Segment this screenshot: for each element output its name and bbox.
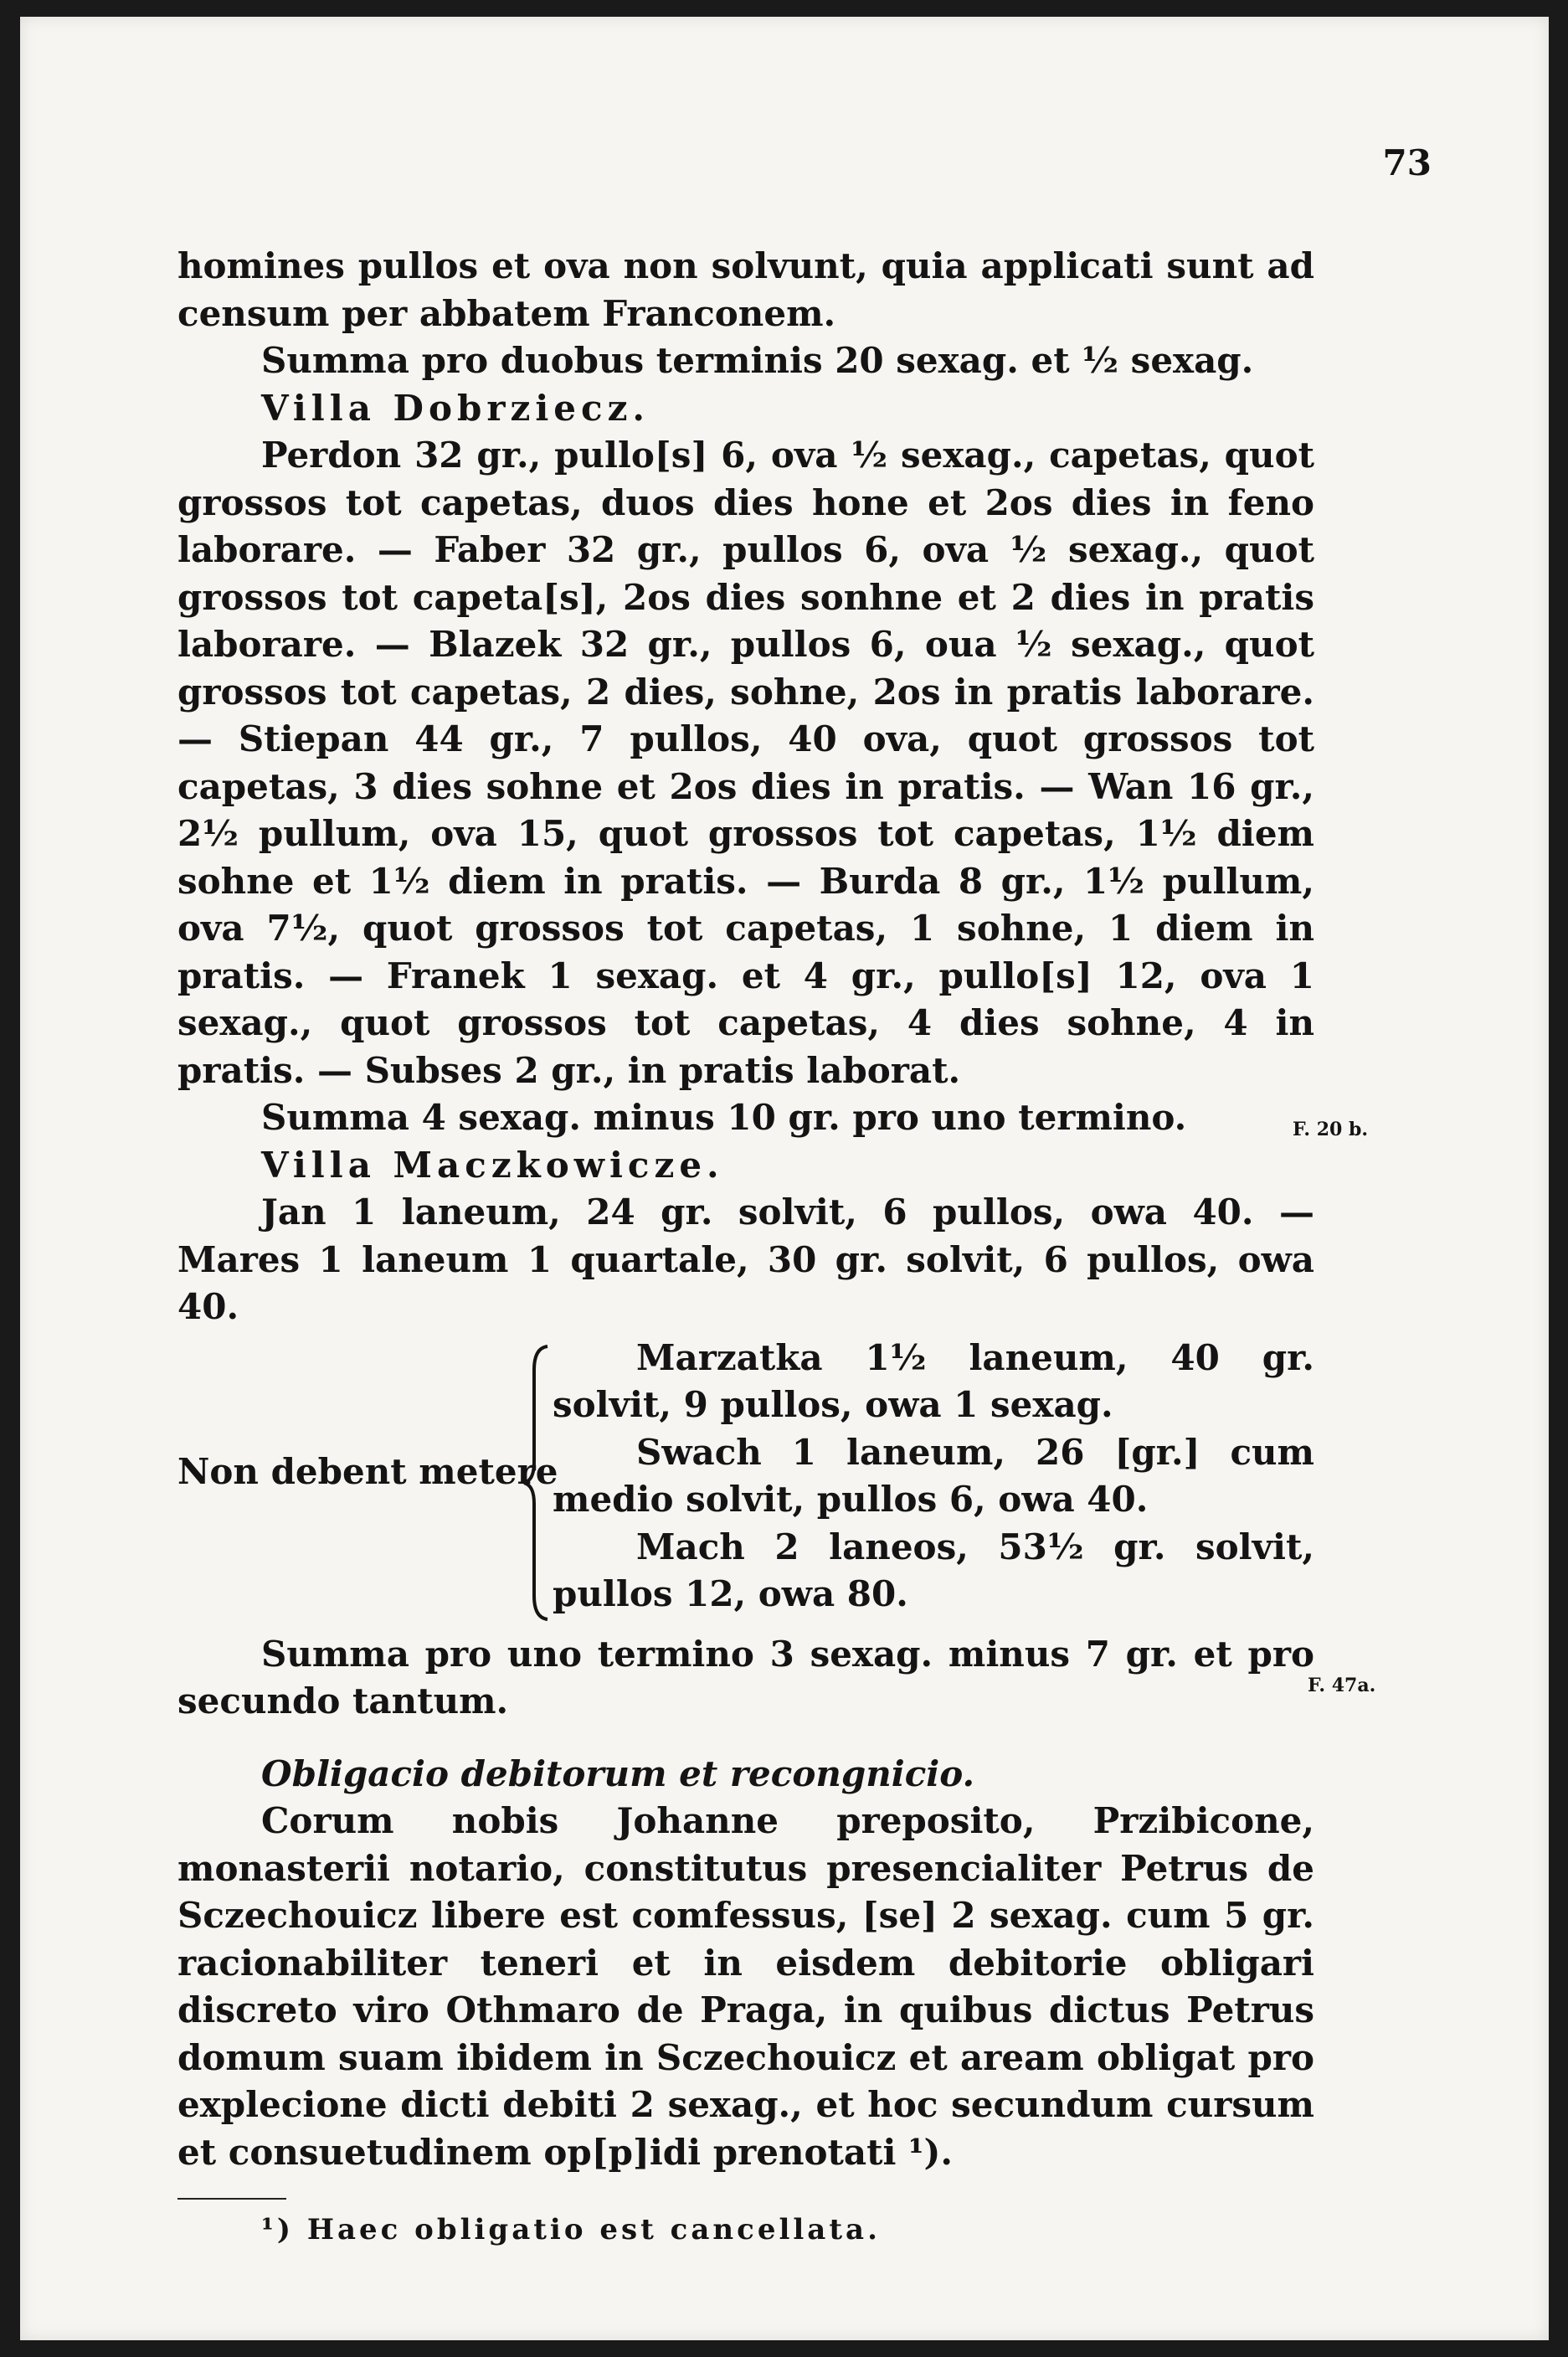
summa-line: Summa pro uno termino 3 sexag. minus 7 gr. et pro secundo tantum. xyxy=(177,1633,1314,1721)
list-item: Mach 2 laneos, 53½ gr. solvit, pullos 12, owa 80. xyxy=(553,1526,1314,1614)
section-heading: Obligacio debitorum et recongnicio. xyxy=(261,1752,975,1794)
summa-line: Summa pro duobus terminis 20 sexag. et ½ sexag. xyxy=(261,340,1254,381)
bracket-entries xyxy=(553,1335,1314,1619)
section-heading: Villa Dobrziecz. xyxy=(261,387,650,429)
summa-line: Summa 4 sexag. minus 10 gr. pro uno termino. xyxy=(261,1097,1187,1138)
paragraph: homines pullos et ova non solvunt, quia applicati sunt ad censum per abbatem Franconem. xyxy=(177,245,1314,334)
bracket-label: Non debent metere xyxy=(177,1450,558,1492)
footnote-text: ¹) Haec obligatio est cancellata. xyxy=(261,2213,881,2246)
bracketed-list xyxy=(177,1335,1314,1628)
curly-brace-icon xyxy=(522,1345,553,1621)
paragraph: Perdon 32 gr., pullo[s] 6, ova ½ sexag., capetas, quot grossos tot capetas, duos dies hone et 2os dies in feno laborare. — Faber 32 gr., pullos 6, ova ½ sexag., quot grossos tot capeta[s], 2os dies sonhne et 2 dies in pratis laborare. — Blazek 32 gr., pullos 6, oua ½ sexag., quot grossos tot capetas, 2 dies, sohne, 2os in pratis laborare. — Stiepan 44 gr., 7 pullos, 40 ova, quot grossos tot capetas, 3 dies sohne et 2os dies in pratis. — Wan 16 gr., 2½ pullum, ova 15, quot grossos tot capetas, 1½ diem sohne et 1½ diem in pratis. — Burda 8 gr., 1½ pullum, ova 7½, quot grossos tot capetas, 1 sohne, 1 diem in pratis. — Franek 1 sexag. et 4 gr., pullo[s] 12, ova 1 sexag., quot grossos tot capetas, 4 dies sohne, 4 in pratis. — Subses 2 gr., in pratis laborat. xyxy=(177,435,1314,1091)
paragraph: Corum nobis Johanne preposito, Przibicone, monasterii notario, constitutus presencialiter Petrus de Sczechouicz libere est comfessus, [se] 2 sexag. cum 5 gr. racionabiliter teneri et in eisdem debitorie obligari discreto viro Othmaro de Praga, in quibus dictus Petrus domum suam ibidem in Sczechouicz et aream obligat pro explecione dicti debiti 2 sexag., et hoc secundum cursum et consuetudinem op[p]idi prenotati ¹). xyxy=(177,1800,1314,2173)
list-item: Swach 1 laneum, 26 [gr.] cum medio solvit, pullos 6, owa 40. xyxy=(553,1431,1314,1520)
paragraph: Jan 1 laneum, 24 gr. solvit, 6 pullos, owa 40. — Mares 1 laneum 1 quartale, 30 gr. solvit, 6 pullos, owa 40. xyxy=(177,1191,1314,1327)
footnote xyxy=(177,2211,1314,2248)
body-text xyxy=(177,243,1314,2248)
book-page xyxy=(20,17,1549,2340)
list-item: Marzatka 1½ laneum, 40 gr. solvit, 9 pullos, owa 1 sexag. xyxy=(553,1336,1314,1425)
margin-note-folio: F. 47a. xyxy=(1308,1675,1376,1696)
margin-note-folio: F. 20 b. xyxy=(1293,1119,1369,1140)
footnote-divider xyxy=(177,2198,286,2200)
page-number: 73 xyxy=(1382,142,1432,183)
section-heading: Villa Maczkowicze. xyxy=(261,1144,724,1186)
